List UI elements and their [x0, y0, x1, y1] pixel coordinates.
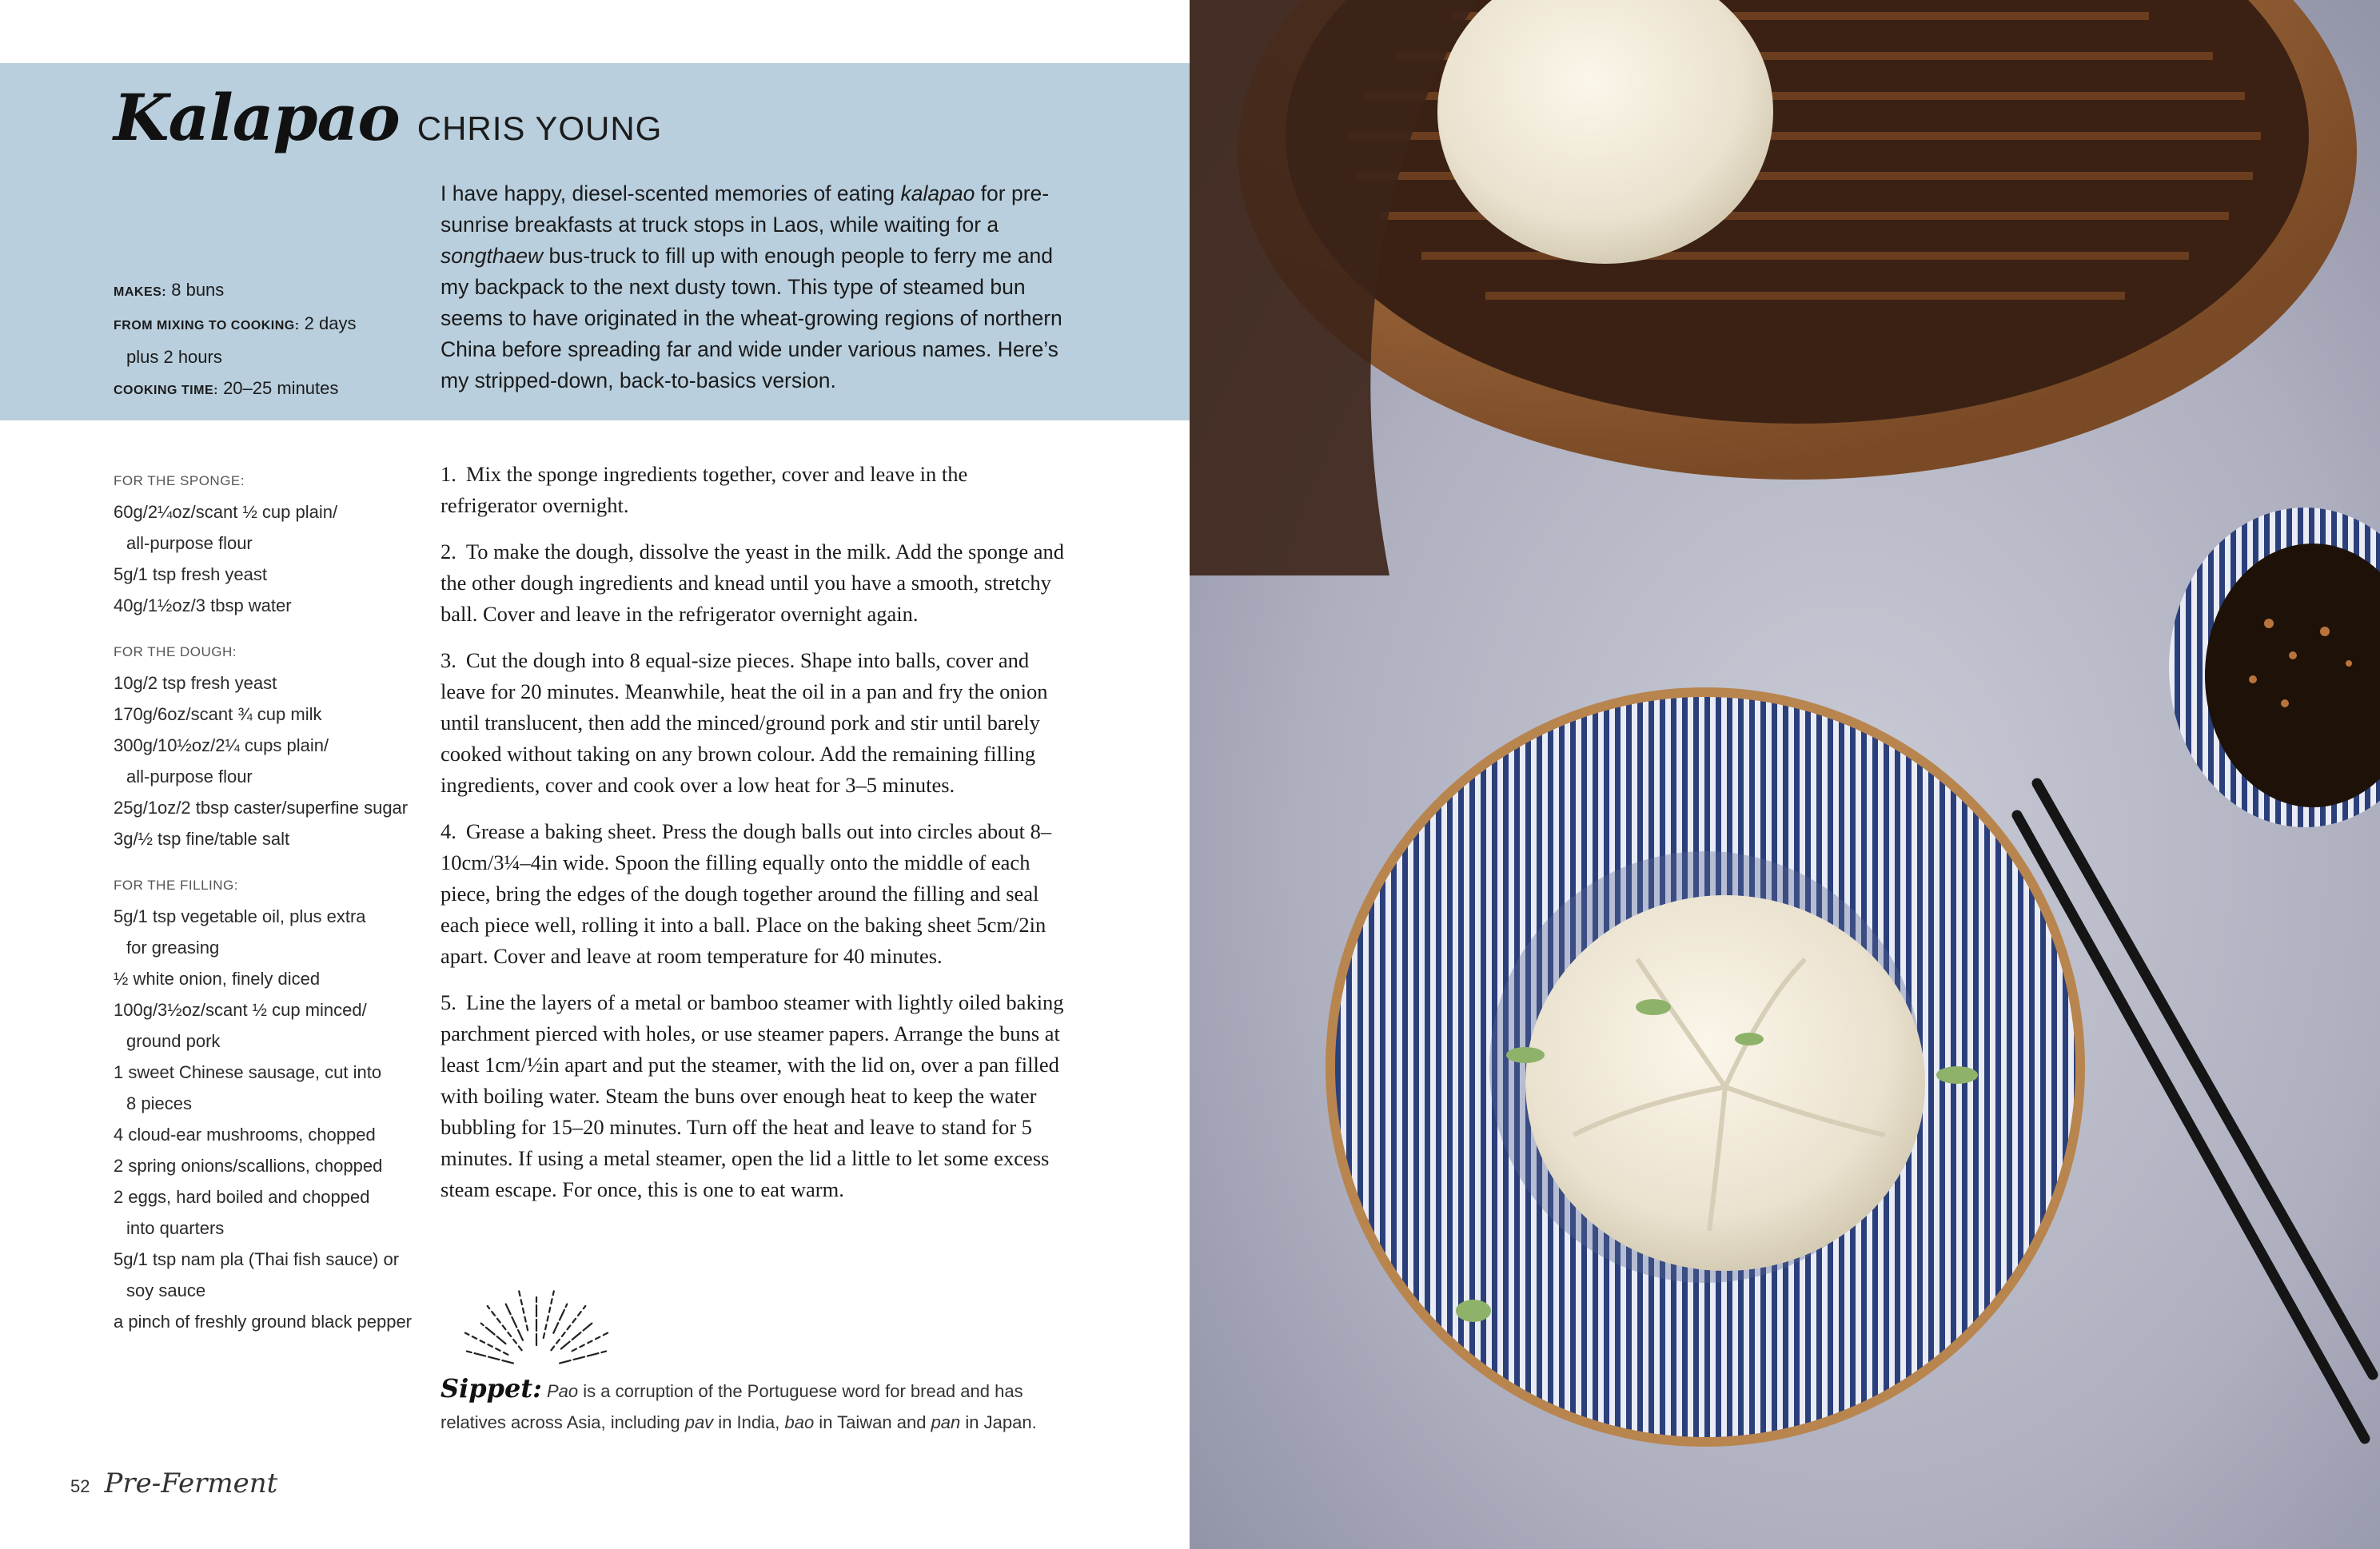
ingredient-text-cont: into quarters — [126, 1218, 225, 1238]
filling-items — [114, 901, 417, 1337]
cooking-row — [114, 372, 417, 406]
ingredient-item — [114, 1181, 417, 1244]
intro-text-2: for pre-sunrise breakfasts at truck stops in Laos, while waiting for a — [441, 181, 1050, 237]
ingredient-text: 300g/10½oz/2¼ cups plain/ — [114, 735, 329, 755]
method-step — [441, 459, 1064, 521]
ingredient-item — [114, 792, 417, 823]
step-text: To make the dough, dissolve the yeast in the milk. Add the sponge and the other dough ingredients and knead until you have a smooth, stretchy ball. Cover and leave in the refrigerator overnight again. — [441, 540, 1064, 626]
recipe-meta — [114, 274, 417, 406]
sunburst-ray — [544, 1291, 554, 1338]
step-number: 5. — [441, 990, 456, 1014]
ingredient-item — [114, 901, 417, 963]
intro-text-1: I have happy, diesel-scented memories of eating — [441, 181, 901, 205]
ingredient-item — [114, 590, 417, 621]
ingredient-item — [114, 1119, 417, 1150]
method-step — [441, 536, 1064, 630]
step-text: Mix the sponge ingredients together, cover and leave in the refrigerator overnight. — [441, 462, 968, 517]
ingredient-text-cont: ground pork — [126, 1031, 221, 1051]
page-footer — [70, 1467, 277, 1499]
sponge-items — [114, 496, 417, 621]
dough-heading: FOR THE DOUGH: — [114, 644, 237, 659]
sippet-em-2: pav — [684, 1412, 714, 1432]
ingredient-item — [114, 1150, 417, 1181]
makes-label: MAKES: — [114, 285, 167, 299]
cooking-value: 20–25 minutes — [223, 378, 339, 398]
ingredient-item — [114, 496, 417, 559]
sunburst-ray — [506, 1304, 523, 1340]
dough-items — [114, 667, 417, 854]
mixing-value: 2 days — [304, 313, 357, 333]
ingredient-text: 4 cloud-ear mushrooms, chopped — [114, 1125, 376, 1145]
sunburst-ray — [553, 1304, 567, 1333]
intro-text-3: bus-truck to fill up with enough people to ferry me and my backpack to the next dusty town. This type of steamed bun seems to have originated in the wheat-growing regions of northern China before spreading far and wide under various names. Here’s my stripped-down, back-to-basics version. — [441, 244, 1062, 392]
ingredient-item — [114, 1244, 417, 1306]
ingredient-text: 5g/1 tsp vegetable oil, plus extra — [114, 906, 366, 926]
sunburst-ray — [481, 1324, 506, 1344]
ingredient-text: 25g/1oz/2 tbsp caster/superfine sugar — [114, 798, 409, 818]
photo-illustration — [1190, 0, 2380, 1549]
ingredient-text: 3g/½ tsp fine/table salt — [114, 829, 290, 849]
ingredient-text: 5g/1 tsp fresh yeast — [114, 564, 267, 584]
recipe-intro — [441, 178, 1064, 396]
sippet-note — [441, 1373, 1064, 1438]
mixing-value-cont: plus 2 hours — [126, 347, 222, 367]
intro-emphasis-1: kalapao — [900, 181, 975, 205]
sunburst-ray — [519, 1291, 528, 1330]
ingredient-item — [114, 1306, 417, 1337]
sippet-text-3: in Taiwan and — [814, 1412, 931, 1432]
ingredient-text: 170g/6oz/scant ¾ cup milk — [114, 704, 322, 724]
filling-heading: FOR THE FILLING: — [114, 878, 238, 893]
step-text: Grease a baking sheet. Press the dough balls out into circles about 8–10cm/3¼–4in wide. Spoon the filling equally onto the middle of each piece, bring the edges of the dough together around the filling and seal each piece well, rolling it into a ball. Place on the baking sheet 5cm/2in apart. Cover and leave at room temperature for 40 minutes. — [441, 819, 1052, 968]
ingredient-item — [114, 730, 417, 792]
ingredient-text-cont: all-purpose flour — [126, 533, 253, 553]
bao-photo — [1190, 0, 2380, 1549]
sunburst-ray — [560, 1352, 606, 1364]
recipe-title: Kalapao — [114, 80, 400, 155]
step-number: 3. — [441, 648, 456, 672]
ingredient-text: 100g/3½oz/scant ½ cup minced/ — [114, 1000, 367, 1020]
ingredient-item — [114, 699, 417, 730]
method-steps — [441, 459, 1064, 1220]
ingredient-text: 1 sweet Chinese sausage, cut into — [114, 1062, 382, 1082]
method-step — [441, 987, 1064, 1205]
method-step — [441, 816, 1064, 972]
ingredient-text: 40g/1½oz/3 tbsp water — [114, 595, 292, 615]
cooking-label: COOKING TIME: — [114, 384, 218, 397]
ingredients-list — [114, 465, 417, 1337]
step-number: 1. — [441, 462, 456, 486]
sippet-em-1: Pao — [546, 1381, 579, 1401]
title-row — [114, 80, 662, 155]
ingredient-item — [114, 667, 417, 699]
ingredient-text-cont: for greasing — [126, 938, 220, 958]
step-number: 4. — [441, 819, 456, 843]
sunburst-ray — [561, 1324, 592, 1349]
mixing-row — [114, 308, 417, 341]
makes-row — [114, 274, 417, 308]
sippet-label: Sippet: — [441, 1373, 542, 1404]
step-text: Line the layers of a metal or bamboo steamer with lightly oiled baking parchment pierced with holes, or use steamer papers. Arrange the buns at least 1cm/½in apart and put the steamer, with the lid on, over a pan filled with boiling water. Steam the buns over enough heat to keep the water bubbling for 15–20 minutes. Turn off the heat and leave to stand for 5 minutes. If using a metal steamer, open the lid a little to let some excess steam escape. For once, this is one to eat warm. — [441, 990, 1064, 1201]
ingredient-text-cont: soy sauce — [126, 1280, 206, 1300]
section-name: Pre-Ferment — [104, 1467, 278, 1499]
ingredient-text: a pinch of freshly ground black pepper — [114, 1312, 413, 1332]
makes-value: 8 buns — [171, 280, 225, 300]
page-number: 52 — [70, 1476, 90, 1496]
sippet-text-4: in Japan. — [960, 1412, 1037, 1432]
sippet-text-1: is a corruption of the Portuguese word for bread and has relatives across Asia, including — [441, 1381, 1023, 1432]
sponge-heading: FOR THE SPONGE: — [114, 473, 245, 488]
ingredient-text: 2 eggs, hard boiled and chopped — [114, 1187, 370, 1207]
sippet-em-4: pan — [931, 1412, 961, 1432]
ingredient-text-cont: all-purpose flour — [126, 767, 253, 786]
ingredient-item — [114, 823, 417, 854]
mixing-label: FROM MIXING TO COOKING: — [114, 319, 300, 332]
intro-emphasis-2: songthaew — [441, 244, 544, 268]
ingredient-item — [114, 1057, 417, 1119]
ingredient-item — [114, 994, 417, 1057]
ingredient-text: 60g/2¼oz/scant ½ cup plain/ — [114, 502, 338, 522]
sunburst-icon — [441, 1283, 632, 1371]
sippet-text-2: in India, — [713, 1412, 785, 1432]
ingredient-text: 2 spring onions/scallions, chopped — [114, 1156, 383, 1176]
ingredient-text: 5g/1 tsp nam pla (Thai fish sauce) or — [114, 1249, 400, 1269]
method-step — [441, 645, 1064, 801]
ingredient-text: ½ white onion, finely diced — [114, 969, 321, 989]
step-text: Cut the dough into 8 equal-size pieces. Shape into balls, cover and leave for 20 minutes. Meanwhile, heat the oil in a pan and fry the onion until translucent, then add the minced/ground pork and stir until barely cooked without taking on any brown colour. Add the remaining filling ingredients, cover and cook over a low heat for 3–5 minutes. — [441, 648, 1048, 797]
ingredient-item — [114, 559, 417, 590]
ingredient-text: 10g/2 tsp fresh yeast — [114, 673, 277, 693]
ingredient-item — [114, 963, 417, 994]
sippet-em-3: bao — [784, 1412, 815, 1432]
step-number: 2. — [441, 540, 456, 563]
sunburst-ray — [465, 1333, 508, 1355]
ingredient-text-cont: 8 pieces — [126, 1093, 192, 1113]
recipe-author: CHRIS YOUNG — [417, 110, 663, 147]
